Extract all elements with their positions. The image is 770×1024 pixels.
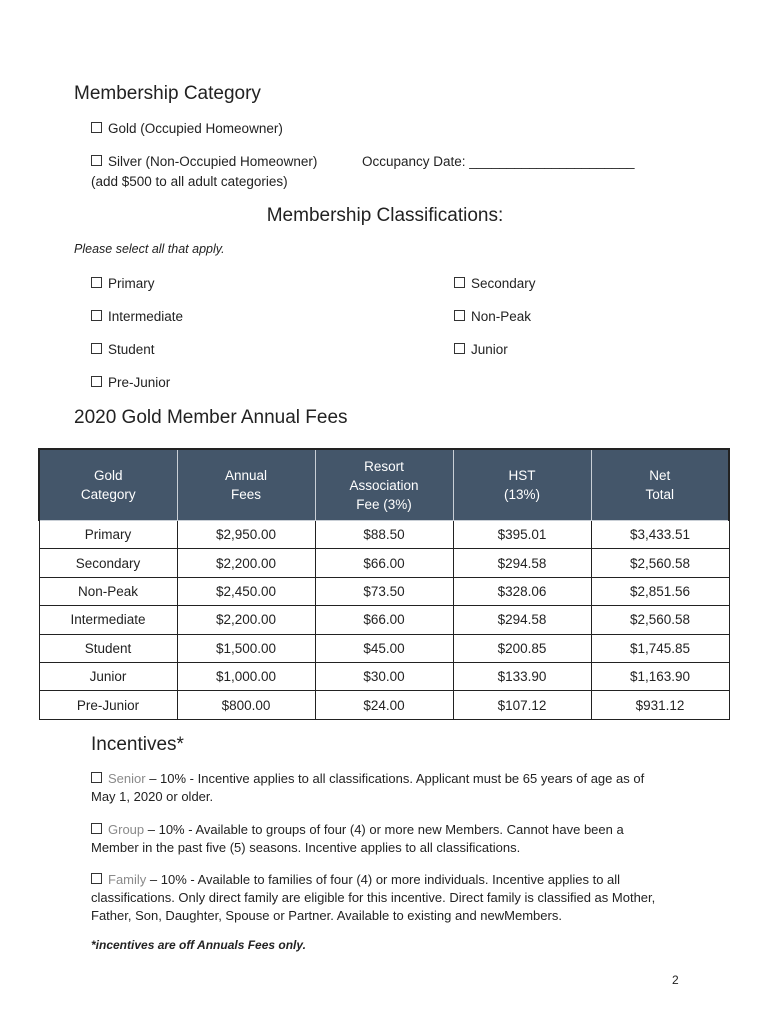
incentive-senior[interactable] [91, 770, 671, 806]
table-cell: $88.50 [315, 521, 453, 549]
table-cell: $2,200.00 [177, 606, 315, 634]
table-cell: $328.06 [453, 577, 591, 605]
classifications-instruction: Please select all that apply. [74, 242, 225, 256]
table-cell: $931.12 [591, 691, 729, 719]
header-line: Total [645, 487, 675, 502]
secondary-checkbox[interactable] [454, 277, 465, 288]
classification-label: Intermediate [108, 309, 184, 324]
table-cell: $107.12 [453, 691, 591, 719]
header-annual-fees [177, 449, 315, 521]
incentive-group[interactable] [91, 821, 671, 857]
classification-label: Junior [471, 342, 508, 357]
classification-primary[interactable] [91, 276, 155, 291]
incentive-name: Senior [108, 771, 146, 786]
header-line: Net [649, 468, 671, 483]
table-cell: Pre-Junior [39, 691, 177, 719]
header-line: HST [508, 468, 536, 483]
classification-label: Non-Peak [471, 309, 532, 324]
table-cell: $2,950.00 [177, 521, 315, 549]
student-checkbox[interactable] [91, 343, 102, 354]
table-row [39, 634, 729, 662]
header-line: Association [349, 477, 419, 493]
table-cell: $45.00 [315, 634, 453, 662]
junior-checkbox[interactable] [454, 343, 465, 354]
table-cell: $2,450.00 [177, 577, 315, 605]
gold-label: Gold (Occupied Homeowner) [108, 121, 283, 136]
table-cell: Junior [39, 662, 177, 690]
table-cell: $1,500.00 [177, 634, 315, 662]
incentive-family[interactable] [91, 871, 671, 925]
intermediate-checkbox[interactable] [91, 310, 102, 321]
occupancy-date-field[interactable]: Occupancy Date: ______________________ [362, 154, 635, 169]
table-cell: $3,433.51 [591, 521, 729, 549]
header-gold-category [39, 449, 177, 521]
table-cell: $66.00 [315, 606, 453, 634]
table-cell: $2,851.56 [591, 577, 729, 605]
classification-non-peak[interactable] [454, 309, 531, 324]
table-header-row [39, 449, 729, 521]
classification-secondary[interactable] [454, 276, 536, 291]
incentives-footnote: *incentives are off Annuals Fees only. [91, 938, 306, 952]
table-cell: $73.50 [315, 577, 453, 605]
classification-label: Secondary [471, 276, 536, 291]
table-cell: $800.00 [177, 691, 315, 719]
table-cell: $2,200.00 [177, 549, 315, 577]
classifications-title: Membership Classifications: [266, 205, 504, 226]
table-row [39, 549, 729, 577]
table-row [39, 521, 729, 549]
header-line: Fees [230, 487, 261, 502]
table-cell: $1,163.90 [591, 662, 729, 690]
table-cell: $66.00 [315, 549, 453, 577]
table-row [39, 691, 729, 719]
group-checkbox[interactable] [91, 823, 102, 834]
table-cell: Intermediate [39, 606, 177, 634]
incentive-text: – 10% - Available to families of four (4) or more individuals. Incentive applies to all classifications. Only direct family are eligible for this incentive. Direct family is classified as Mother, Father, Son, Daughter, Spouse or Partner. Available to existing and newMembers. [91, 872, 656, 923]
table-cell: $2,560.58 [591, 549, 729, 577]
classification-student[interactable] [91, 342, 155, 357]
non-peak-checkbox[interactable] [454, 310, 465, 321]
primary-checkbox[interactable] [91, 277, 102, 288]
header-resort-fee [315, 449, 453, 521]
table-cell: Primary [39, 521, 177, 549]
classification-junior[interactable] [454, 342, 508, 357]
classification-label: Pre-Junior [108, 375, 171, 390]
pre-junior-checkbox[interactable] [91, 376, 102, 387]
table-cell: $395.01 [453, 521, 591, 549]
table-cell: $24.00 [315, 691, 453, 719]
classification-label: Primary [108, 276, 155, 291]
membership-category-title: Membership Category [74, 83, 261, 104]
incentive-text: – 10% - Available to groups of four (4) or more new Members. Cannot have been a Member in the past five (5) seasons. Incentive applies to all classifications. [91, 822, 624, 855]
silver-option[interactable] [91, 154, 317, 169]
table-cell: $294.58 [453, 549, 591, 577]
table-row [39, 577, 729, 605]
incentive-name: Family [108, 872, 147, 887]
header-line: (13%) [503, 487, 540, 502]
classification-pre-junior[interactable] [91, 375, 170, 390]
incentives-title: Incentives* [91, 734, 184, 755]
silver-label: Silver (Non-Occupied Homeowner) [108, 154, 318, 169]
incentive-name: Group [108, 822, 145, 837]
gold-option[interactable] [91, 121, 283, 136]
table-cell: $30.00 [315, 662, 453, 690]
family-checkbox[interactable] [91, 873, 102, 884]
table-cell: $133.90 [453, 662, 591, 690]
table-cell: $2,560.58 [591, 606, 729, 634]
table-cell: Student [39, 634, 177, 662]
classification-label: Student [108, 342, 155, 357]
header-line: Gold [93, 468, 123, 483]
table-cell: $200.85 [453, 634, 591, 662]
header-line: Annual [224, 468, 268, 483]
header-net-total [591, 449, 729, 521]
header-line: Fee (3%) [356, 496, 412, 512]
gold-checkbox[interactable] [91, 122, 102, 133]
table-cell: $1,745.85 [591, 634, 729, 662]
table-cell: $294.58 [453, 606, 591, 634]
page-number: 2 [672, 973, 679, 987]
fees-table [38, 448, 730, 720]
silver-checkbox[interactable] [91, 155, 102, 166]
table-row [39, 662, 729, 690]
header-line: Category [80, 487, 136, 502]
table-row [39, 606, 729, 634]
fees-title: 2020 Gold Member Annual Fees [74, 407, 348, 428]
table-cell: $1,000.00 [177, 662, 315, 690]
classification-intermediate[interactable] [91, 309, 183, 324]
table-cell: Non-Peak [39, 577, 177, 605]
header-line: Resort [364, 458, 404, 474]
incentive-text: – 10% - Incentive applies to all classifications. Applicant must be 65 years of age as of May 1, 2020 or older. [91, 771, 645, 804]
table-cell: Secondary [39, 549, 177, 577]
senior-checkbox[interactable] [91, 772, 102, 783]
header-hst [453, 449, 591, 521]
silver-note: (add $500 to all adult categories) [91, 174, 288, 189]
